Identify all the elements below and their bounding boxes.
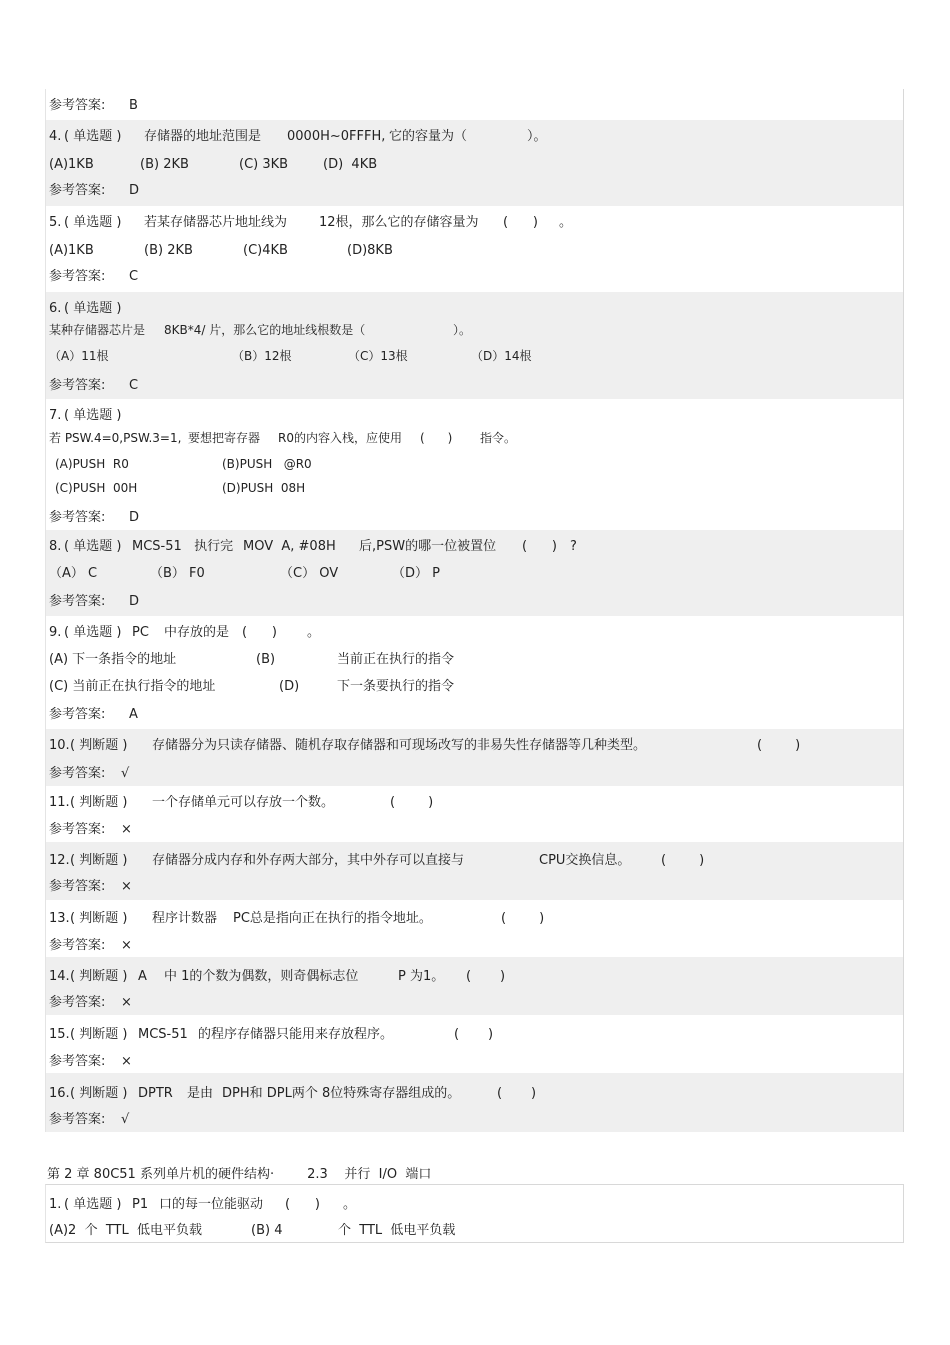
answer-paren: ( ) [661, 853, 705, 868]
question-5 [46, 206, 903, 292]
question-number: 10. [49, 738, 70, 753]
question-number: 14. [49, 969, 70, 984]
question-number: 1. [49, 1197, 62, 1212]
question-stem: 后,PSW的哪一位被置位 [359, 539, 497, 554]
question-list-section [45, 89, 904, 1132]
answer-value: × [121, 995, 132, 1010]
question-7 [46, 399, 903, 530]
question-stem: CPU交换信息。 [539, 853, 631, 868]
option-c: （C）13根 [348, 349, 408, 363]
option-d: （D） P [392, 566, 440, 581]
question-stem: 0000H~0FFFH, [287, 129, 386, 144]
question-13 [46, 900, 903, 957]
question-type: ( 单选题 ) [64, 129, 122, 144]
answer-paren: ( ) [503, 215, 538, 230]
answer-paren: ( ) [497, 1086, 537, 1101]
answer-value: B [129, 98, 138, 113]
option-c: (C)4KB [243, 243, 288, 258]
option-d: （D）14根 [471, 349, 532, 363]
question-type: ( 单选题 ) [64, 215, 122, 230]
question-stem: 程序计数器 [152, 911, 218, 926]
question-stem: 存储器的地址范围是 [144, 129, 262, 144]
answer-value: √ [121, 1112, 130, 1127]
question-type: ( 单选题 ) [64, 625, 122, 640]
question-15 [46, 1015, 903, 1073]
option-c: （C） OV [280, 566, 339, 581]
question-type: ( 判断题 ) [70, 1086, 128, 1101]
question-4 [46, 120, 903, 206]
answer-label: 参考答案: [49, 938, 106, 953]
option-b-letter: (B) 4 [251, 1223, 283, 1238]
question-number: 15. [49, 1027, 70, 1042]
question-number: 5. [49, 215, 62, 230]
question-stem: MOV A, #08H [243, 539, 336, 554]
answer-paren: ( ) [454, 1027, 494, 1042]
answer-label: 参考答案: [49, 1054, 106, 1069]
question-stem: ）。 [453, 323, 472, 337]
answer-paren: ( ) [501, 911, 545, 926]
option-c: (C) 3KB [239, 157, 289, 172]
question-type: ( 判断题 ) [70, 853, 128, 868]
question-stem: A [138, 969, 147, 984]
question-stem: 是由 [187, 1086, 214, 1101]
option-a: (A) 下一条指令的地址 [49, 652, 177, 667]
question-type: ( 判断题 ) [70, 795, 128, 810]
option-d: (D)PUSH 08H [222, 481, 306, 495]
answer-paren: ( ) [522, 539, 557, 554]
question-16 [46, 1073, 903, 1132]
option-d: (D)8KB [347, 243, 393, 258]
question-type: ( 单选题 ) [64, 1197, 122, 1212]
answer-label: 参考答案: [49, 378, 106, 393]
question-stem: 。 [343, 1197, 357, 1212]
question-list-section-2 [45, 1184, 904, 1243]
question-stem: 存储器分成内存和外存两大部分，其中外存可以直接与 [152, 853, 465, 868]
answer-paren: ( ) [420, 431, 453, 445]
answer-value: × [121, 938, 132, 953]
answer-label: 参考答案: [49, 594, 106, 609]
question-stem: 指令。 [480, 431, 517, 445]
answer-paren: ( ) [390, 795, 434, 810]
question-number: 11. [49, 795, 70, 810]
answer-label: 参考答案: [49, 1112, 106, 1127]
answer-label: 参考答案: [49, 269, 106, 284]
question-stem: 若 PSW.4=0,PSW.3=1, [49, 431, 182, 445]
question-8 [46, 530, 903, 616]
option-c: (C) 当前正在执行指令的地址 [49, 679, 216, 694]
answer-value: D [129, 183, 140, 198]
question-stem: 12根，那么它的存储容量为 [319, 215, 479, 230]
question-stem: ）。 [527, 129, 547, 144]
answer-value: √ [121, 766, 130, 781]
question-9 [46, 616, 903, 729]
option-b-letter: (B) [256, 652, 276, 667]
q3-answer-block [46, 89, 903, 120]
question-stem: 口的每一位能驱动 [159, 1197, 264, 1212]
option-a: （A）11根 [49, 349, 109, 363]
option-b: （B）12根 [232, 349, 292, 363]
question-stem: PC [132, 625, 149, 640]
question-stem: 要想把寄存器 [188, 431, 261, 445]
question-number: 12. [49, 853, 70, 868]
question-stem: 8KB*4/ 片，那么它的地址线根数是（ [164, 323, 366, 337]
answer-label: 参考答案: [49, 707, 106, 722]
chapter-heading: 第 2 章 80C51 系列单片机的硬件结构· 2.3 并行 I/O 端口 [47, 1167, 432, 1182]
answer-value: C [129, 269, 139, 284]
answer-label: 参考答案: [49, 98, 106, 113]
question-stem: 一个存储单元可以存放一个数。 [152, 795, 335, 810]
question-14 [46, 957, 903, 1015]
question-stem: 若某存储器芯片地址线为 [144, 215, 288, 230]
chapter2-question-1 [46, 1185, 903, 1242]
question-stem: 。 [307, 625, 321, 640]
question-number: 7. [49, 408, 62, 423]
question-stem: R0的内容入栈，应使用 [278, 431, 402, 445]
answer-label: 参考答案: [49, 510, 106, 525]
question-number: 4. [49, 129, 62, 144]
question-10 [46, 729, 903, 786]
question-stem: 存储器分为只读存储器、随机存取存储器和可现场改写的非易失性存储器等几种类型。 [152, 738, 647, 753]
option-c: (C)PUSH 00H [55, 481, 138, 495]
answer-value: C [129, 378, 139, 393]
answer-value: A [129, 707, 138, 722]
question-stem: DPTR [138, 1086, 173, 1101]
answer-paren: ( ) [466, 969, 506, 984]
option-b: (B) 2KB [140, 157, 189, 172]
answer-paren: ( ) [757, 738, 801, 753]
answer-paren: ( ) [285, 1197, 320, 1212]
question-type: ( 判断题 ) [70, 1027, 128, 1042]
question-type: ( 判断题 ) [70, 969, 128, 984]
question-6 [46, 292, 903, 399]
option-d: 下一条要执行的指令 [337, 679, 455, 694]
answer-value: × [121, 1054, 132, 1069]
question-stem: PC总是指向正在执行的指令地址。 [233, 911, 432, 926]
question-type: ( 单选题 ) [64, 408, 122, 423]
question-stem: 的程序存储器只能用来存放程序。 [198, 1027, 394, 1042]
option-a: （A） C [49, 566, 98, 581]
question-number: 16. [49, 1086, 70, 1101]
question-number: 9. [49, 625, 62, 640]
option-b: (B)PUSH @R0 [222, 457, 312, 471]
option-b: 当前正在执行的指令 [337, 652, 455, 667]
question-stem: 中存放的是 [164, 625, 230, 640]
answer-label: 参考答案: [49, 183, 106, 198]
question-type: ( 单选题 ) [64, 301, 122, 316]
answer-label: 参考答案: [49, 879, 106, 894]
answer-value: × [121, 822, 132, 837]
question-stem: 。 [559, 215, 573, 230]
answer-value: D [129, 510, 140, 525]
question-number: 8. [49, 539, 62, 554]
answer-label: 参考答案: [49, 766, 106, 781]
answer-label: 参考答案: [49, 822, 106, 837]
option-a: (A)1KB [49, 243, 94, 258]
question-number: 13. [49, 911, 70, 926]
option-d: (D) 4KB [323, 157, 378, 172]
option-d-letter: (D) [279, 679, 300, 694]
question-stem: 中 1的个数为偶数，则奇偶标志位 [164, 969, 359, 984]
answer-paren: ( ) [242, 625, 277, 640]
option-a: (A)2 个 TTL 低电平负载 [49, 1223, 202, 1238]
question-stem: MCS-51 执行完 [132, 539, 234, 554]
question-type: ( 单选题 ) [64, 539, 122, 554]
question-stem: 某种存储器芯片是 [49, 323, 146, 337]
answer-value: × [121, 879, 132, 894]
option-b: （B） F0 [150, 566, 205, 581]
option-b: (B) 2KB [144, 243, 193, 258]
option-a: (A)PUSH R0 [55, 457, 129, 471]
option-a: (A)1KB [49, 157, 94, 172]
question-stem: MCS-51 [138, 1027, 188, 1042]
option-b: 个 TTL 低电平负载 [338, 1223, 456, 1238]
question-type: ( 判断题 ) [70, 738, 128, 753]
question-stem: ? [570, 539, 577, 554]
question-stem: P1 [132, 1197, 149, 1212]
question-stem: 它的容量为（ [389, 129, 468, 144]
question-stem: DPH和 DPL两个 8位特殊寄存器组成的。 [222, 1086, 461, 1101]
question-11 [46, 786, 903, 842]
question-12 [46, 842, 903, 900]
question-type: ( 判断题 ) [70, 911, 128, 926]
answer-label: 参考答案: [49, 995, 106, 1010]
question-stem: P 为1。 [398, 969, 445, 984]
answer-value: D [129, 594, 140, 609]
question-number: 6. [49, 301, 62, 316]
